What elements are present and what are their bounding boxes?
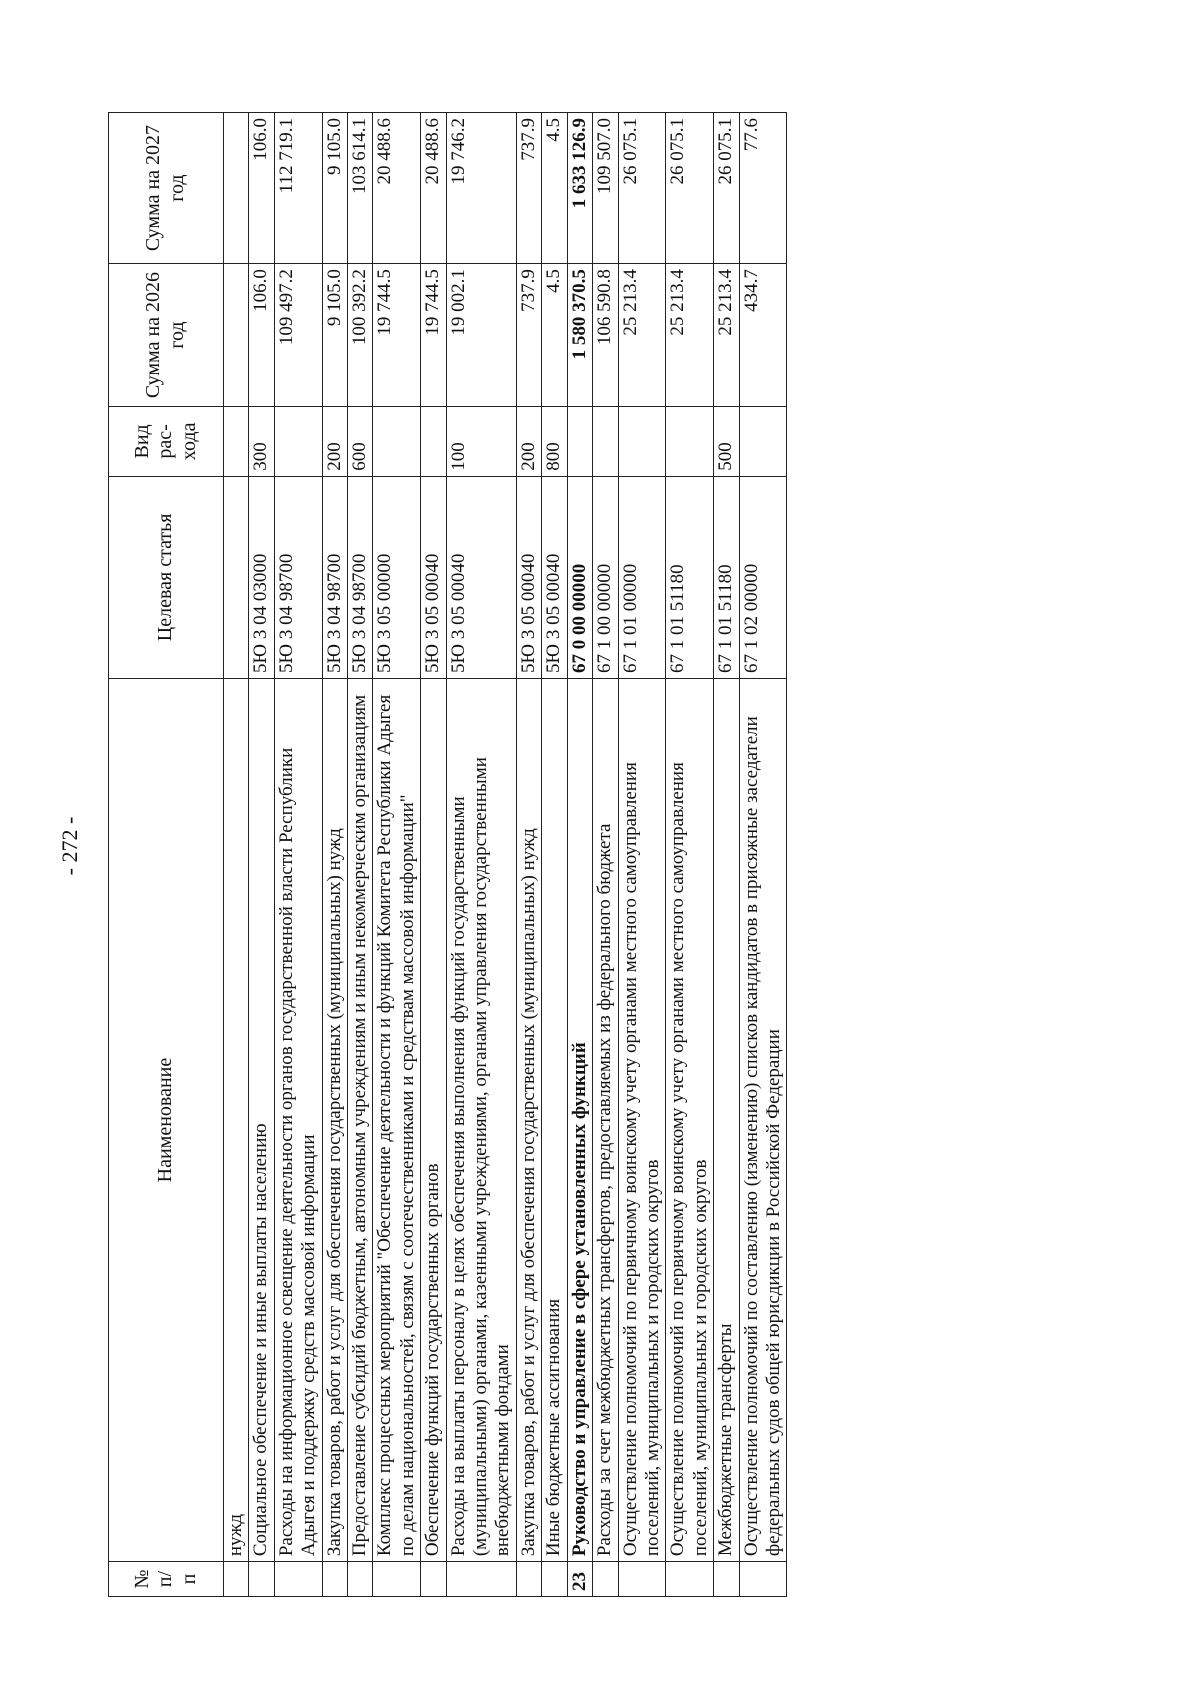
cell-name: Социальное обеспечение и иные выплаты населению xyxy=(249,678,274,1561)
cell-code: 5Ю 3 05 00000 xyxy=(373,476,421,678)
cell-code: 5Ю 3 04 98700 xyxy=(274,476,322,678)
cell-code: 67 1 02 00000 xyxy=(739,476,787,678)
cell-vid: 200 xyxy=(322,407,347,477)
table-row xyxy=(593,113,618,1597)
cell-name: Обеспечение функций государственных органов xyxy=(421,678,446,1561)
cell-code: 67 0 00 00000 xyxy=(567,476,592,678)
cell-name: Осуществление полномочий по составлению (изменению) списков кандидатов в присяжные заседатели федеральных судов общей юрисдикции в Российской Федерации xyxy=(739,678,787,1561)
cell-sum-2026 xyxy=(224,264,249,407)
cell-vid: 100 xyxy=(446,407,516,477)
cell-name: Межбюджетные трансферты xyxy=(714,678,739,1561)
cell-sum-2026: 25 213.4 xyxy=(666,264,714,407)
cell-vid xyxy=(739,407,787,477)
table-row xyxy=(516,113,541,1597)
cell-sum-2027: 737.9 xyxy=(516,113,541,264)
table-row xyxy=(249,113,274,1597)
cell-vid: 200 xyxy=(516,407,541,477)
cell-num xyxy=(593,1562,618,1597)
table-row xyxy=(373,113,421,1597)
cell-sum-2027: 26 075.1 xyxy=(666,113,714,264)
cell-name: Расходы на выплаты персоналу в целях обеспечения выполнения функций государственными (муниципальными) органами, казенными учреждениями, органами управления государственными внебюджетными фондами xyxy=(446,678,516,1561)
cell-sum-2026: 19 002.1 xyxy=(446,264,516,407)
cell-code: 67 1 01 51180 xyxy=(666,476,714,678)
cell-vid xyxy=(567,407,592,477)
cell-num xyxy=(618,1562,666,1597)
cell-num xyxy=(516,1562,541,1597)
cell-code: 5Ю 3 05 00040 xyxy=(542,476,567,678)
cell-name: Расходы на информационное освещение деятельности органов государственной власти Республики Адыгея и поддержку средств массовой информации xyxy=(274,678,322,1561)
cell-code: 67 1 01 51180 xyxy=(714,476,739,678)
cell-sum-2027: 9 105.0 xyxy=(322,113,347,264)
table-row xyxy=(322,113,347,1597)
cell-sum-2027: 1 633 126.9 xyxy=(567,113,592,264)
header-code: Целевая статья xyxy=(109,476,224,678)
cell-vid xyxy=(274,407,322,477)
cell-sum-2027 xyxy=(224,113,249,264)
cell-name: Расходы за счет межбюджетных трансфертов, предоставляемых из федерального бюджета xyxy=(593,678,618,1561)
table-row xyxy=(666,113,714,1597)
cell-vid xyxy=(224,407,249,477)
header-num: № п/п xyxy=(109,1562,224,1597)
cell-name: Закупка товаров, работ и услуг для обеспечения государственных (муниципальных) нужд xyxy=(516,678,541,1561)
cell-sum-2027: 20 488.6 xyxy=(421,113,446,264)
header-name: Наименование xyxy=(109,678,224,1561)
cell-vid: 800 xyxy=(542,407,567,477)
cell-sum-2026: 109 497.2 xyxy=(274,264,322,407)
cell-code: 5Ю 3 04 98700 xyxy=(348,476,373,678)
cell-sum-2027: 109 507.0 xyxy=(593,113,618,264)
cell-vid xyxy=(421,407,446,477)
cell-name: Предоставление субсидий бюджетным, автономным учреждениям и иным некоммерческим организациям xyxy=(348,678,373,1561)
cell-vid: 300 xyxy=(249,407,274,477)
cell-num xyxy=(373,1562,421,1597)
cell-code: 5Ю 3 05 00040 xyxy=(516,476,541,678)
cell-num xyxy=(542,1562,567,1597)
table-header-row xyxy=(109,113,224,1597)
header-sum-2026: Сумма на 2026 год xyxy=(109,264,224,407)
cell-name: Осуществление полномочий по первичному воинскому учету органами местного самоуправления поселений, муниципальных и городских округов xyxy=(666,678,714,1561)
table-row xyxy=(446,113,516,1597)
table-row xyxy=(618,113,666,1597)
cell-sum-2027: 4.5 xyxy=(542,113,567,264)
table-row xyxy=(224,113,249,1597)
cell-sum-2026: 25 213.4 xyxy=(618,264,666,407)
cell-num xyxy=(348,1562,373,1597)
cell-code: 5Ю 3 04 03000 xyxy=(249,476,274,678)
budget-table-container xyxy=(108,112,1052,1597)
cell-name: Иные бюджетные ассигнования xyxy=(542,678,567,1561)
cell-sum-2026: 106.0 xyxy=(249,264,274,407)
table-body xyxy=(224,113,787,1597)
cell-sum-2027: 26 075.1 xyxy=(714,113,739,264)
table-row xyxy=(421,113,446,1597)
cell-vid: 600 xyxy=(348,407,373,477)
cell-num xyxy=(446,1562,516,1597)
cell-sum-2027: 26 075.1 xyxy=(618,113,666,264)
cell-num xyxy=(666,1562,714,1597)
cell-vid xyxy=(373,407,421,477)
cell-vid xyxy=(618,407,666,477)
cell-sum-2026: 9 105.0 xyxy=(322,264,347,407)
table-row xyxy=(542,113,567,1597)
cell-name: Руководство и управление в сфере установленных функций xyxy=(567,678,592,1561)
cell-sum-2026: 19 744.5 xyxy=(373,264,421,407)
page-number: - 272 - xyxy=(57,816,82,876)
header-vid: Вид рас-хода xyxy=(109,407,224,477)
budget-table xyxy=(108,112,787,1597)
cell-code: 67 1 00 00000 xyxy=(593,476,618,678)
cell-num xyxy=(274,1562,322,1597)
cell-sum-2027: 20 488.6 xyxy=(373,113,421,264)
cell-sum-2026: 4.5 xyxy=(542,264,567,407)
cell-sum-2026: 434.7 xyxy=(739,264,787,407)
cell-sum-2027: 103 614.1 xyxy=(348,113,373,264)
cell-sum-2026: 25 213.4 xyxy=(714,264,739,407)
cell-code: 67 1 01 00000 xyxy=(618,476,666,678)
table-row xyxy=(348,113,373,1597)
cell-name: Комплекс процессных мероприятий "Обеспечение деятельности и функций Комитета Республики Адыгея по делам национальностей, связям с соотечественниками и средствам массовой информации" xyxy=(373,678,421,1561)
cell-code xyxy=(224,476,249,678)
cell-num xyxy=(322,1562,347,1597)
cell-name: Закупка товаров, работ и услуг для обеспечения государственных (муниципальных) нужд xyxy=(322,678,347,1561)
cell-sum-2027: 112 719.1 xyxy=(274,113,322,264)
header-sum-2027: Сумма на 2027 год xyxy=(109,113,224,264)
table-row xyxy=(714,113,739,1597)
cell-vid: 500 xyxy=(714,407,739,477)
table-row xyxy=(274,113,322,1597)
cell-vid xyxy=(593,407,618,477)
cell-num xyxy=(421,1562,446,1597)
cell-num xyxy=(224,1562,249,1597)
cell-sum-2026: 100 392.2 xyxy=(348,264,373,407)
cell-name: нужд xyxy=(224,678,249,1561)
cell-vid xyxy=(666,407,714,477)
cell-sum-2026: 19 744.5 xyxy=(421,264,446,407)
cell-num xyxy=(739,1562,787,1597)
cell-code: 5Ю 3 05 00040 xyxy=(421,476,446,678)
cell-sum-2027: 77.6 xyxy=(739,113,787,264)
cell-num xyxy=(714,1562,739,1597)
cell-code: 5Ю 3 05 00040 xyxy=(446,476,516,678)
cell-num: 23 xyxy=(567,1562,592,1597)
cell-sum-2026: 737.9 xyxy=(516,264,541,407)
table-row xyxy=(739,113,787,1597)
cell-sum-2027: 19 746.2 xyxy=(446,113,516,264)
cell-sum-2026: 1 580 370.5 xyxy=(567,264,592,407)
cell-num xyxy=(249,1562,274,1597)
cell-sum-2026: 106 590.8 xyxy=(593,264,618,407)
table-row xyxy=(567,113,592,1597)
cell-name: Осуществление полномочий по первичному воинскому учету органами местного самоуправления поселений, муниципальных и городских округов xyxy=(618,678,666,1561)
cell-code: 5Ю 3 04 98700 xyxy=(322,476,347,678)
cell-sum-2027: 106.0 xyxy=(249,113,274,264)
